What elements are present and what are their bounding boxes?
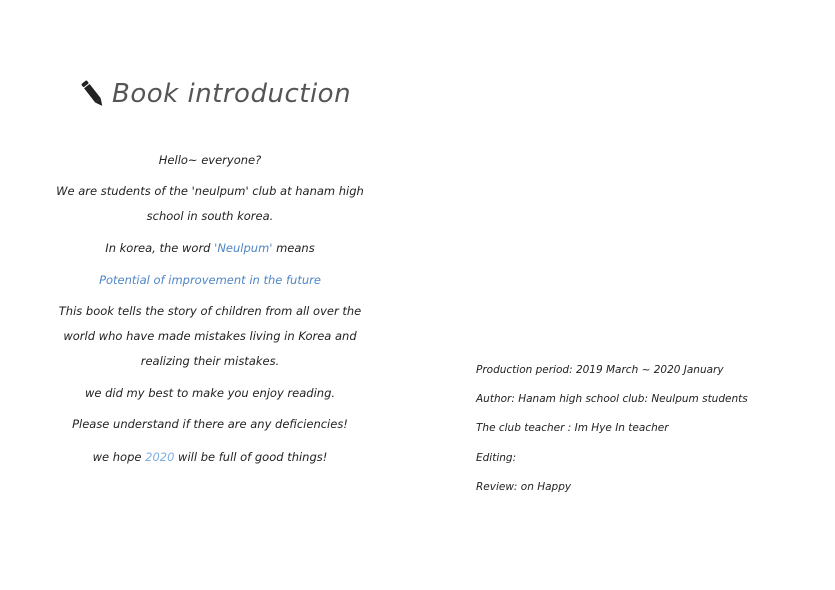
word-meaning-suffix: means (272, 241, 315, 255)
page-title: Book introduction (112, 79, 352, 109)
greeting-text: Hello~ everyone? (158, 153, 262, 167)
word-meaning-prefix: In korea, the word (105, 241, 215, 255)
word-meaning-definition: Potential of improvement in the future (99, 273, 321, 287)
production-period-text: Production period: 2019 March ~ 2020 January (476, 364, 724, 376)
new-year-wish-text (50, 445, 370, 469)
word-meaning-intro (50, 236, 370, 260)
best-effort-text: we did my best to make you enjoy reading. (84, 386, 336, 400)
author-text: Author: Hanam high school club: Neulpum students (476, 393, 748, 406)
wish-year: 2020 (145, 450, 175, 464)
club-description-text: We are students of the 'neulpum' club at hanam high school in south korea. (56, 184, 364, 223)
editing-text: Editing: (476, 451, 517, 464)
wish-suffix: will be full of good things! (174, 450, 328, 464)
neulpum-word: 'Neulpum' (214, 241, 273, 255)
apology-text: Please understand if there are any deficiencies! (72, 417, 348, 431)
credits-block (476, 358, 806, 504)
wish-prefix: we hope (92, 450, 146, 464)
book-introduction-heading (80, 74, 351, 114)
book-story-text: This book tells the story of children from all over the world who have made mistakes living in Korea and realizing their mistakes. (58, 304, 362, 368)
review-text: Review: on Happy (476, 480, 572, 493)
introduction-text (50, 148, 370, 469)
club-teacher-text: The club teacher : Im Hye In teacher (476, 422, 669, 435)
pencil-icon (80, 78, 106, 110)
